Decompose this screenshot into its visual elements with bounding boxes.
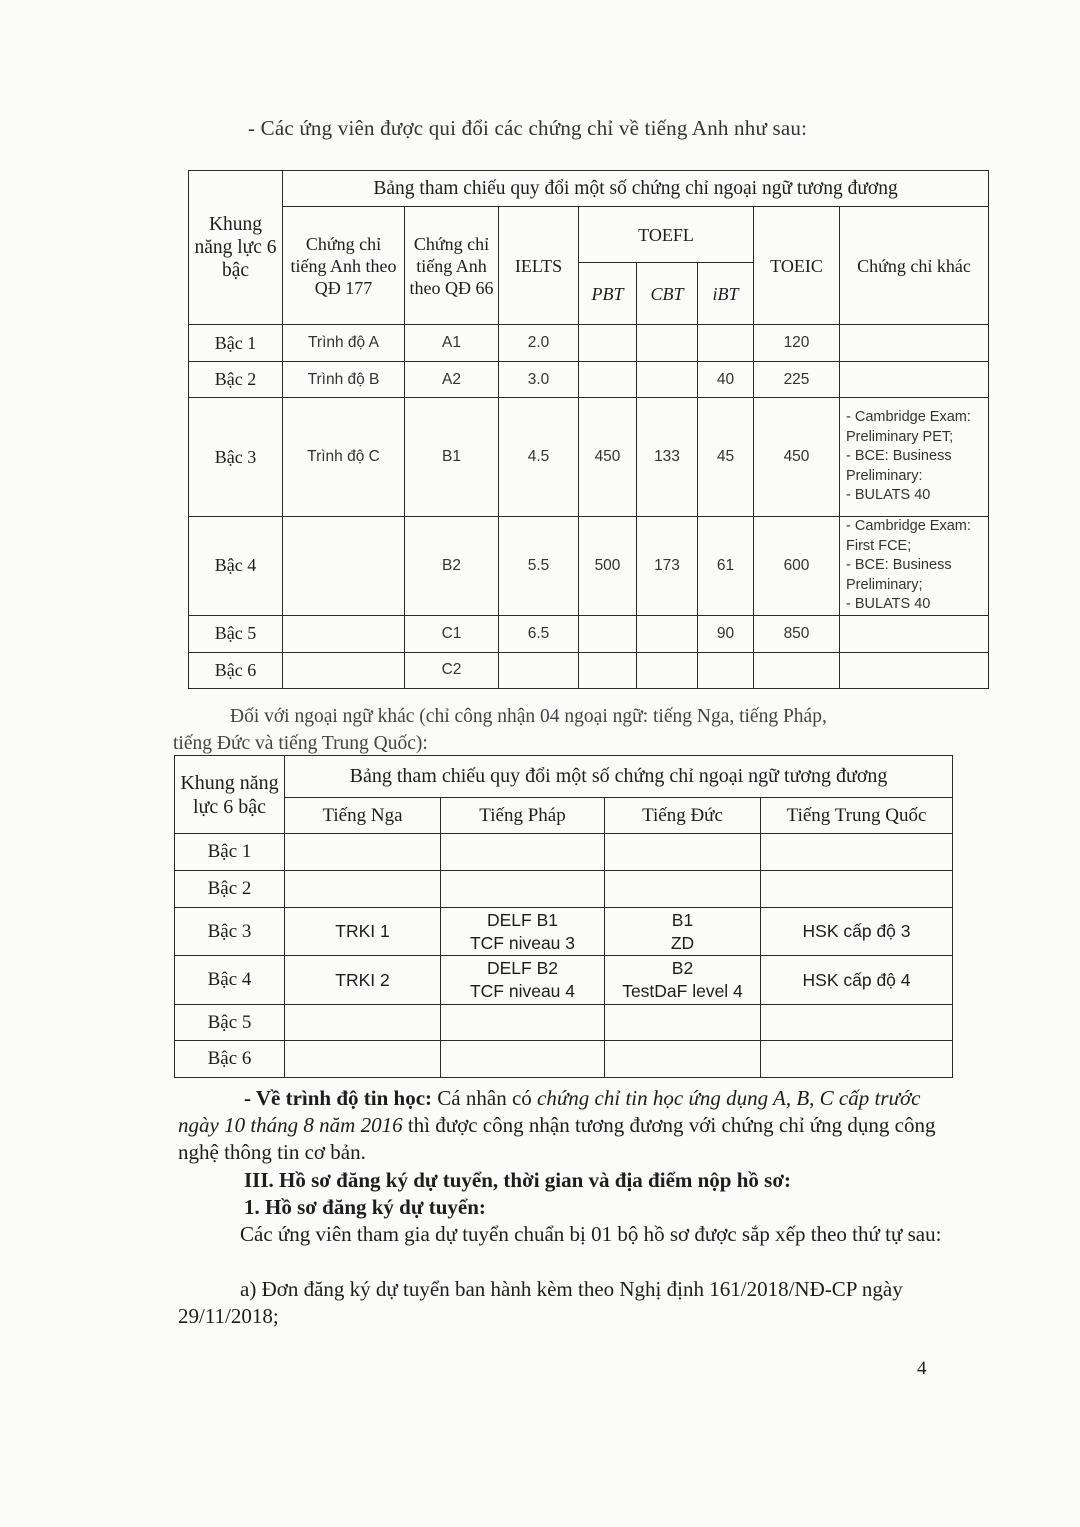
ielts-cell: 3.0 <box>499 362 579 398</box>
ielts-cell <box>499 652 579 688</box>
german-cell <box>605 908 761 956</box>
level-cell: Bậc 6 <box>175 1041 285 1078</box>
ielts-cell: 2.0 <box>499 325 579 362</box>
other-cert-cell <box>840 362 989 398</box>
ibt-cell: 40 <box>698 362 754 398</box>
russian-cell: TRKI 1 <box>285 908 441 956</box>
table-row <box>175 871 953 908</box>
other-cert-line: - Cambridge Exam: Preliminary PET; <box>846 409 971 445</box>
qd66-cell: A2 <box>405 362 499 398</box>
french-cert-line: TCF niveau 3 <box>469 932 576 953</box>
it-label: - Về trình độ tin học: <box>244 1086 433 1110</box>
ibt-cell: 45 <box>698 398 754 517</box>
level-cell: Bậc 4 <box>175 956 285 1005</box>
level-cell: Bậc 5 <box>189 615 283 652</box>
table-title: Bảng tham chiếu quy đổi một số chứng chỉ ngoại ngữ tương đương <box>285 756 953 798</box>
pbt-cell <box>579 615 637 652</box>
ibt-cell: 90 <box>698 615 754 652</box>
german-cell <box>605 1005 761 1041</box>
other-languages-table <box>174 755 953 1078</box>
cbt-cell: 173 <box>637 517 698 616</box>
col-ibt-header: iBT <box>698 263 754 325</box>
other-cert-cell <box>840 615 989 652</box>
russian-cell: TRKI 2 <box>285 956 441 1005</box>
col-pbt-header: PBT <box>579 263 637 325</box>
qd66-cell: C2 <box>405 652 499 688</box>
qd177-cell: Trình độ B <box>283 362 405 398</box>
ibt-cell: 61 <box>698 517 754 616</box>
qd66-cell: C1 <box>405 615 499 652</box>
toeic-cell: 120 <box>754 325 840 362</box>
cbt-cell <box>637 615 698 652</box>
english-equivalence-table <box>188 170 989 689</box>
col-toefl-header: TOEFL <box>579 207 754 263</box>
pbt-cell <box>579 362 637 398</box>
qd177-cell <box>283 517 405 616</box>
toeic-cell: 225 <box>754 362 840 398</box>
col-german-header: Tiếng Đức <box>605 798 761 834</box>
ibt-cell <box>698 325 754 362</box>
other-cert-cell <box>840 652 989 688</box>
ielts-cell: 4.5 <box>499 398 579 517</box>
col-level-header: Khung năng lực 6 bậc <box>175 756 285 834</box>
german-cell <box>605 834 761 871</box>
french-cell <box>441 956 605 1005</box>
col-qd177-header: Chứng chỉ tiếng Anh theo QĐ 177 <box>283 207 405 325</box>
other-cert-line: - BULATS 40 <box>846 487 931 504</box>
note-line-1: Đối với ngoại ngữ khác (chỉ công nhận 04 ngoại ngữ: tiếng Nga, tiếng Pháp, <box>230 706 827 727</box>
page-number: 4 <box>917 1358 927 1379</box>
paragraph-preparation-text: Các ứng viên tham gia dự tuyển chuẩn bị 01 bộ hồ sơ được sắp xếp theo thứ tự sau: <box>240 1222 942 1246</box>
table-row <box>189 652 989 688</box>
german-cert-line: TestDaF level 4 <box>622 981 743 1001</box>
level-cell: Bậc 5 <box>175 1005 285 1041</box>
cbt-cell <box>637 652 698 688</box>
chinese-cell <box>761 1005 953 1041</box>
it-text-2: thì được công nhận tương đương với chứng chỉ ứng dụng công nghệ thông tin cơ bản. <box>178 1113 936 1164</box>
french-cert-line: DELF B2 <box>487 958 558 978</box>
table-row <box>189 362 989 398</box>
table-row <box>175 908 953 956</box>
paragraph-item-a-text: a) Đơn đăng ký dự tuyển ban hành kèm theo Nghị định 161/2018/NĐ-CP ngày 29/11/2018; <box>178 1277 903 1328</box>
chinese-cell: HSK cấp độ 4 <box>761 956 953 1005</box>
other-cert-line: - BULATS 40 <box>846 596 931 612</box>
qd66-cell: B2 <box>405 517 499 616</box>
col-chinese-header: Tiếng Trung Quốc <box>761 798 953 834</box>
col-cbt-header: CBT <box>637 263 698 325</box>
ielts-cell: 5.5 <box>499 517 579 616</box>
col-french-header: Tiếng Pháp <box>441 798 605 834</box>
col-qd66-header: Chứng chỉ tiếng Anh theo QĐ 66 <box>405 207 499 325</box>
table-row <box>189 398 989 517</box>
level-cell: Bậc 2 <box>189 362 283 398</box>
ielts-cell: 6.5 <box>499 615 579 652</box>
col-toeic-header: TOEIC <box>754 207 840 325</box>
french-cell <box>441 908 605 956</box>
qd66-cell: B1 <box>405 398 499 517</box>
table-row <box>175 1041 953 1078</box>
level-cell: Bậc 6 <box>189 652 283 688</box>
col-russian-header: Tiếng Nga <box>285 798 441 834</box>
table-row <box>175 834 953 871</box>
table-row <box>189 325 989 362</box>
ibt-cell <box>698 652 754 688</box>
it-text-1: Cá nhân có <box>432 1086 538 1110</box>
russian-cell <box>285 1005 441 1041</box>
col-other-header: Chứng chỉ khác <box>840 207 989 325</box>
qd66-cell: A1 <box>405 325 499 362</box>
qd177-cell: Trình độ A <box>283 325 405 362</box>
level-cell: Bậc 3 <box>175 908 285 956</box>
german-cert-line: ZD <box>670 932 695 953</box>
cbt-cell <box>637 362 698 398</box>
german-cert-line: B1 <box>671 909 694 930</box>
level-cell: Bậc 2 <box>175 871 285 908</box>
french-cell <box>441 1041 605 1078</box>
toeic-cell <box>754 652 840 688</box>
table-row <box>189 615 989 652</box>
french-cell <box>441 1005 605 1041</box>
pbt-cell <box>579 652 637 688</box>
pbt-cell: 500 <box>579 517 637 616</box>
pbt-cell <box>579 325 637 362</box>
pbt-cell: 450 <box>579 398 637 517</box>
german-cell <box>605 956 761 1005</box>
intro-text: - Các ứng viên được qui đổi các chứng chỉ về tiếng Anh như sau: <box>248 116 808 140</box>
note-line-2: tiếng Đức và tiếng Trung Quốc): <box>173 733 428 754</box>
paragraph-preparation <box>178 1221 956 1248</box>
it-italic-text: chứng chỉ tin học ứng dụng A, B, C cấp trước ngày 10 tháng 8 năm 2016 <box>178 1086 921 1137</box>
toeic-cell: 600 <box>754 517 840 616</box>
french-cert-line: DELF B1 <box>487 909 558 930</box>
col-ielts-header: IELTS <box>499 207 579 325</box>
other-cert-cell <box>840 398 989 517</box>
other-cert-cell <box>840 517 989 616</box>
russian-cell <box>285 1041 441 1078</box>
cbt-cell <box>637 325 698 362</box>
toeic-cell: 450 <box>754 398 840 517</box>
section-3-1-heading: 1. Hồ sơ đăng ký dự tuyển: <box>244 1195 486 1219</box>
french-cert-line: TCF niveau 4 <box>469 981 576 1001</box>
section-3-heading: III. Hồ sơ đăng ký dự tuyển, thời gian và địa điểm nộp hồ sơ: <box>244 1168 791 1192</box>
level-cell: Bậc 3 <box>189 398 283 517</box>
toeic-cell: 850 <box>754 615 840 652</box>
chinese-cell <box>761 1041 953 1078</box>
qd177-cell <box>283 615 405 652</box>
other-cert-line: - BCE: Business Preliminary: <box>846 448 952 484</box>
other-cert-line: - Cambridge Exam: First FCE; <box>846 518 971 554</box>
other-cert-cell <box>840 325 989 362</box>
table-row <box>175 956 953 1005</box>
chinese-cell <box>761 871 953 908</box>
table-title: Bảng tham chiếu quy đổi một số chứng chỉ ngoại ngữ tương đương <box>283 171 989 207</box>
chinese-cell: HSK cấp độ 3 <box>761 908 953 956</box>
chinese-cell <box>761 834 953 871</box>
qd177-cell <box>283 652 405 688</box>
level-cell: Bậc 1 <box>175 834 285 871</box>
russian-cell <box>285 834 441 871</box>
german-cell <box>605 1041 761 1078</box>
col-level-header: Khung năng lực 6 bậc <box>189 171 283 325</box>
other-languages-note <box>173 703 827 757</box>
qd177-cell: Trình độ C <box>283 398 405 517</box>
level-cell: Bậc 1 <box>189 325 283 362</box>
cbt-cell: 133 <box>637 398 698 517</box>
french-cell <box>441 834 605 871</box>
level-cell: Bậc 4 <box>189 517 283 616</box>
french-cell <box>441 871 605 908</box>
table-row <box>175 1005 953 1041</box>
german-cell <box>605 871 761 908</box>
other-cert-line: - BCE: Business Preliminary; <box>846 557 952 593</box>
it-qualification-paragraph <box>178 1085 956 1166</box>
german-cert-line: B2 <box>671 958 694 978</box>
russian-cell <box>285 871 441 908</box>
table-row <box>189 517 989 616</box>
paragraph-item-a <box>178 1276 956 1330</box>
